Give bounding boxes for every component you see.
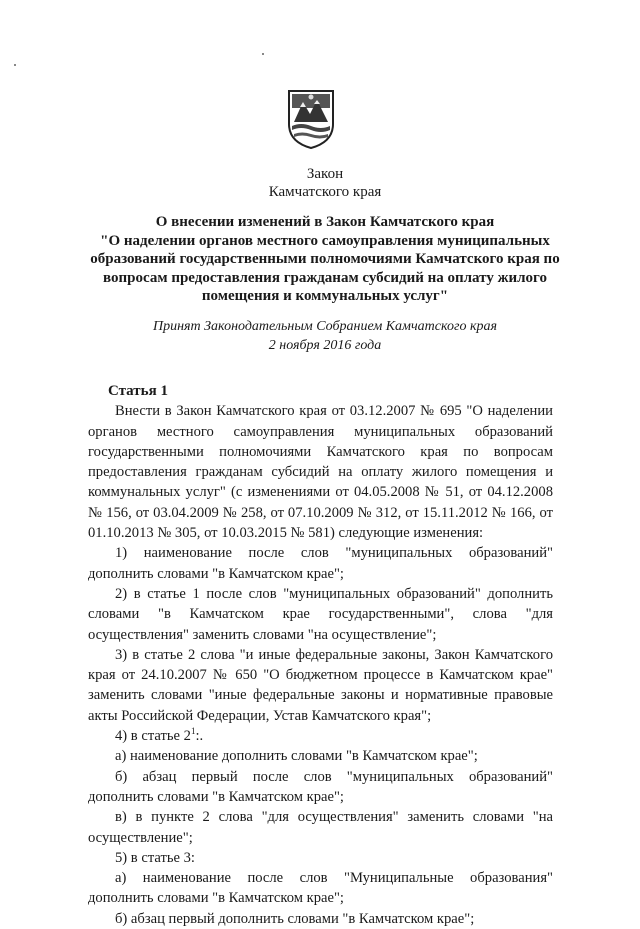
- scan-speck: [14, 64, 16, 66]
- heading-line3: образований государственными полномочиями Камчатского края по: [90, 251, 560, 267]
- article-body: [88, 381, 553, 929]
- item-4a: а) наименование дополнить словами "в Камчатском крае";: [115, 748, 478, 765]
- article-intro: Внести в Закон Камчатского края от 03.12.2007 № 695 "О наделении органов местного самоуправления муниципальных образований государственными полномочиями Камчатского края по вопросам предоставления гражданам субсидий на оплату жилого помещения и коммунальных услуг" (с изменениями от 04.05.2008 № 51, от 04.12.2008 № 156, от 03.04.2009 № 258, от 07.10.2009 № 312, от 15.11.2012 № 166, от 01.10.2013 № 305, от 10.03.2015 № 581) следующие изменения:: [88, 403, 553, 542]
- adoption-date: 2 ноября 2016 года: [268, 337, 382, 353]
- item-2: 2) в статье 1 после слов "муниципальных образований" дополнить словами "в Камчатском крае государственными", слова "для осуществления" заменить словами "на осуществление";: [88, 585, 553, 643]
- item-5b: б) абзац первый дополнить словами "в Камчатском крае";: [115, 910, 475, 927]
- item-4-text: 4) в статье 2: [115, 728, 191, 745]
- coat-of-arms-icon: [286, 88, 336, 150]
- item-5a: а) наименование после слов "Муниципальные образования" дополнить словами "в Камчатском крае";: [88, 870, 553, 907]
- heading-line4: вопросам предоставления гражданам субсидий на оплату жилого: [103, 269, 547, 286]
- item-4-suffix: :.: [195, 728, 204, 745]
- item-3: 3) в статье 2 слова "и иные федеральные законы, Закон Камчатского края от 24.10.2007 № 650 "О бюджетном процессе в Камчатском крае" заменить словами "иные федеральные законы и нормативные правовые акты Российской Федерации, Устав Камчатского края";: [88, 646, 553, 724]
- item-4b: б) абзац первый после слов "муниципальных образований" дополнить словами "в Камчатском крае";: [88, 768, 553, 805]
- adoption-line1: Принят Законодательным Собранием Камчатского края: [152, 319, 498, 334]
- item-1: 1) наименование после слов "муниципальных образований" дополнить словами "в Камчатском крае";: [88, 545, 553, 582]
- item-4: [88, 726, 553, 746]
- item-4-superscript: 1: [190, 726, 196, 737]
- heading-line1: О внесении изменений в Закон Камчатского края: [155, 214, 495, 230]
- law-title: [60, 165, 590, 201]
- adoption-note: [60, 318, 590, 355]
- heading-line2: "О наделении органов местного самоуправления муниципальных: [100, 232, 550, 249]
- scan-speck: [262, 53, 264, 55]
- law-heading: [60, 213, 590, 306]
- heading-line5: помещения и коммунальных услуг": [201, 288, 449, 304]
- law-title-line2: Камчатского края: [268, 184, 382, 200]
- item-5: 5) в статье 3:: [115, 849, 195, 866]
- item-4c: в) в пункте 2 слова "для осуществления" заменить словами "на осуществление";: [88, 809, 553, 846]
- article-title: Статья 1: [108, 383, 168, 399]
- law-title-line1: Закон: [306, 166, 344, 182]
